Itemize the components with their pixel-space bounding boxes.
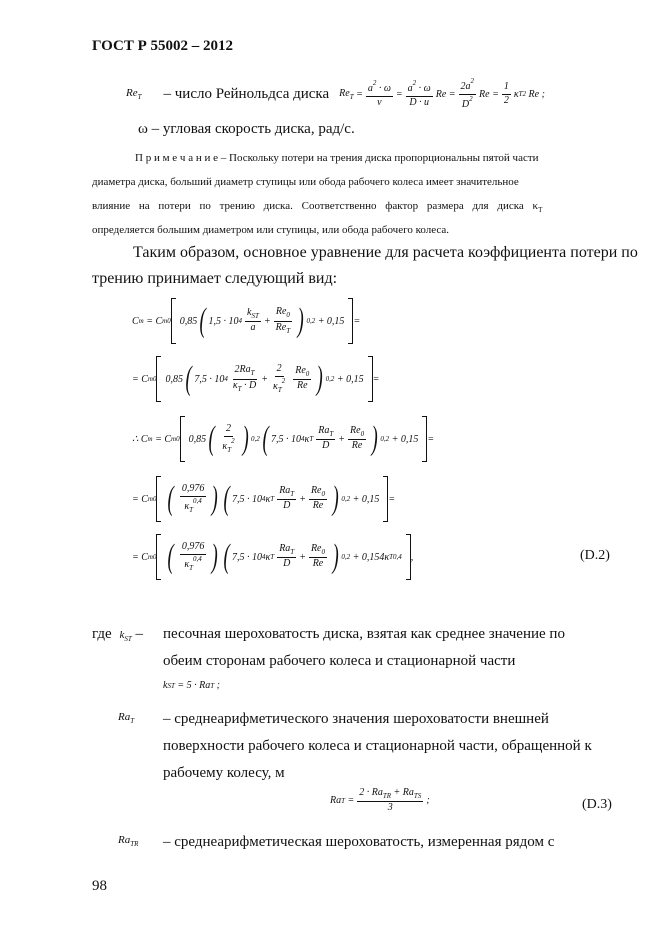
ra-line-1: – среднеарифметического значения шероховатости внешней bbox=[163, 711, 549, 727]
ks-formula: k ST = 5 · Ra T ; bbox=[163, 680, 220, 691]
note-line-2: диаметра диска, больший диаметр ступицы или обода рабочего колеса имеет значительное bbox=[92, 176, 519, 188]
ra-line-3: рабочему колесу, м bbox=[163, 765, 285, 781]
equation-3: ∴ C m = C m0 0,85 ( $\frac{2}{\kappa_T^2}$ ) 0,2 ( 7,5 · 10 4 κ T $\frac{Ra_T}{D}$ + $\frac{Re_0}{Re}$ ) 0,2 + 0,15 = bbox=[132, 416, 434, 462]
ra-symbol: $Ra_T$ bbox=[118, 711, 135, 725]
where-prefix: где $k_{ST}$ – bbox=[92, 626, 143, 643]
re-label: – число Рейнольдса диска bbox=[163, 85, 330, 102]
re-formula: $Re_T$ = $\frac{a^2 \cdot \omega}{\nu}$ = $\frac{a^2 \cdot \omega}{D \cdot u}$ Re = $\frac{2a^2}{D^2}$ Re = $\frac{1}{2}$ κ T 2 Re ; bbox=[339, 77, 545, 110]
note-line-1: П р и м е ч а н и е – Поскольку потери на трения диска пропорциональны пятой части bbox=[135, 152, 539, 164]
note-line-4: определяется большим диаметром или ступицы, или обода рабочего колеса. bbox=[92, 224, 450, 236]
page-number: 98 bbox=[92, 878, 107, 894]
paragraph-line-1: Таким образом, основное уравнение для расчета коэффициента потери по bbox=[133, 244, 638, 261]
equation-2: = C m0 0,85 ( 7,5 · 10 4 $\frac{2Ra_T}{\kappa_T \cdot D}$ + $\frac{2}{\kappa_T^2}$ $\frac{Re_0}{Re}$ ) 0,2 + 0,15 = bbox=[132, 356, 379, 402]
paragraph-line-2: трению принимает следующий вид: bbox=[92, 270, 338, 287]
ra-line-2: поверхности рабочего колеса и стационарной части, обращенной к bbox=[163, 738, 592, 754]
equation-number-d2: (D.2) bbox=[580, 548, 610, 563]
reynolds-definition bbox=[126, 78, 545, 110]
ks-line-2: обеим сторонам рабочего колеса и стационарной части bbox=[163, 653, 516, 669]
document-header: ГОСТ Р 55002 – 2012 bbox=[92, 38, 234, 54]
re-symbol: $Re_T$ bbox=[126, 87, 142, 101]
omega-definition: ω – угловая скорость диска, рад/с. bbox=[138, 121, 355, 137]
equation-number-d3: (D.3) bbox=[582, 797, 612, 812]
equation-5: = C m0 ( $\frac{0,976}{\kappa_T^{0,4}}$ ) ( 7,5 · 10 4 κ T $\frac{Ra_T}{D}$ + $\frac{Re_0}{Re}$ ) 0,2 + 0,154κ T 0,4 , bbox=[132, 534, 413, 580]
equation-1: C m = C m0 0,85 ( 1,5 · 10 4 $\frac{k_{ST}}{a}$ + $\frac{Re_0}{Re_T}$ ) 0,2 + 0,15 = bbox=[132, 298, 360, 344]
ks-line-1: песочная шероховатость диска, взятая как среднее значение по bbox=[163, 626, 565, 642]
ratr-symbol: $Ra_{TR}$ bbox=[118, 834, 139, 848]
equation-4: = C m0 ( $\frac{0,976}{\kappa_T^{0,4}}$ ) ( 7,5 · 10 4 κ T $\frac{Ra_T}{D}$ + $\frac{Re_0}{Re}$ ) 0,2 + 0,15 = bbox=[132, 476, 395, 522]
note-line-3: влияние на потери по трению диска. Соответственно фактор размера для диска $\kappa_T$ bbox=[92, 200, 543, 214]
ra-formula: Ra T = $\frac{2 \cdot Ra_{TR} + Ra_{TS}}{3}$ ; bbox=[330, 787, 430, 814]
ratr-line-1: – среднеарифметическая шероховатость, измеренная рядом с bbox=[163, 834, 555, 850]
